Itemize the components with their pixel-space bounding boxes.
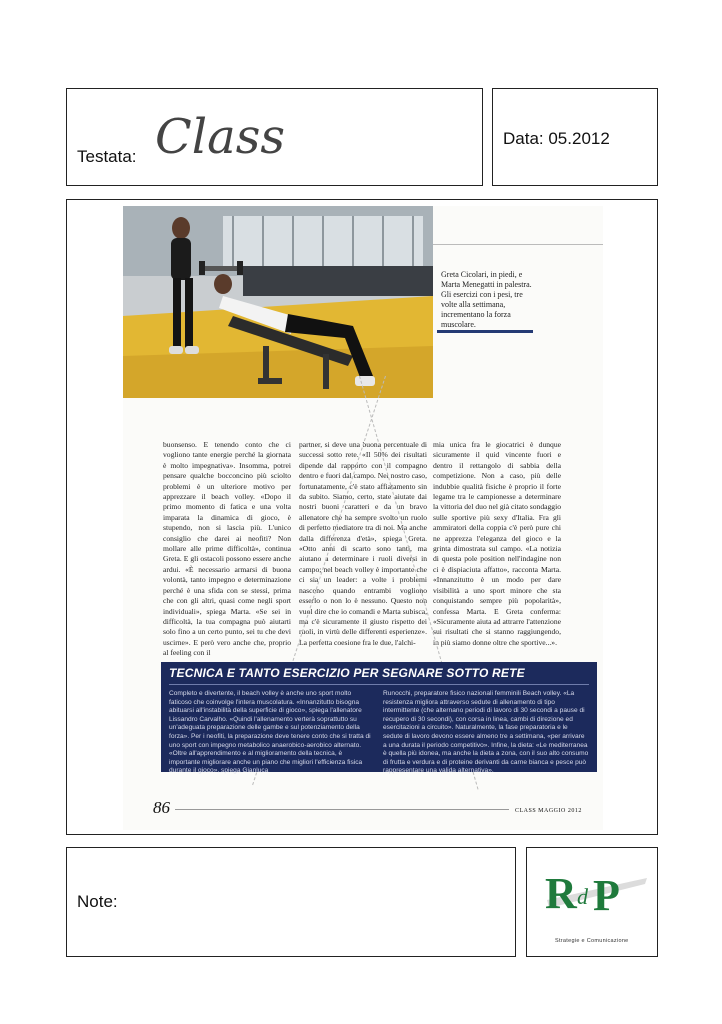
sidebar-column-2: Runocchi, preparatore fisico nazionali femminili Beach volley. «La resistenza migliora attraverso sedute di allenamento di tipo intermittente (che alternano periodi di lavoro di 30 secondi a pause di recupero di 30 secondi), con corsa in linea, cambi di direzione ed esercitazioni a circuito». Naturalmente, la fase preparatoria e le sedute di lavoro devono essere almeno tre a settimana, «per arrivare a una durata il periodo competitivo». Infine, la dieta: «Le mediterranea è quella più idonea, ma anche la dieta a zona, con il suo alto consumo di frutta e verdura e di proteine derivanti da carne bianca e pesce può rappresentare una valida alternativa». [383,690,589,775]
testata-label: Testata: [77,147,137,166]
svg-text:d: d [577,884,588,909]
article-page [123,206,603,830]
article-clipping-box [66,199,658,835]
top-rule [433,244,603,245]
header-date-box [492,88,658,186]
svg-text:R: R [545,869,577,918]
sidebar-column-1: Completo e divertente, il beach volley è anche uno sport molto faticoso che coinvolge l'intera muscolatura. «Innanzitutto bisogna abituarsi all'instabilità della superficie di gioco», spiega l'allenatore Lissandro Carvalho. «Quindi l'allenamento verterà soprattutto su un'adeguata preparazione delle gambe e sul potenziamento della forza». Per i neofiti, la preparazione deve tenere conto che si tratta di uno sport con impegno metabolico anaerobico-aerobico alternato. «Oltre all'apprendimento e al miglioramento della tecnica, è importante migliorare anche un piano che migliori l'efficienza fisica durante il gioco», spiega Gianluca [169,690,371,775]
notes-box [66,847,516,957]
date-label: Data: 05.2012 [503,129,610,148]
page-footer: CLASS MAGGIO 2012 [515,808,582,814]
header-testata-box [66,88,483,186]
photo-caption: Greta Cicolari, in piedi, e Marta Menegatti in palestra. Gli esercizi con i pesi, tre volte alla settimana, incrementano la forza muscolare. [441,270,532,329]
sidebar-rule [169,684,589,685]
page-number: 86 [153,798,170,817]
sidebar-box [161,662,597,775]
article-column-3: mia unica fra le giocatrici è dunque sicuramente il quid vincente fuori e dentro il rettangolo di sabbia della competizione. Non a caso, più delle indubbie qualità fisiche è proprio il forte legame tra le campionesse a determinare la vittoria del duo nel già citato sondaggio sulle sportive più sexy d'Italia. Fra gli ammiratori della coppia c'è però pure chi ne apprezza l'eleganza del gioco e la grinta dimostrata sul campo. «La notizia di questa pole position nell'indagine non ci è dispiaciuta affatto», racconta Marta. «Innanzitutto è un modo per dare visibilità a uno sport minore che sta conquistando sempre più popolarità», confessa Marta. E Greta conferma: «Sicuramente aiuta ad attrarre l'attenzione sui risultati che si stanno raggiungendo, in più siamo donne oltre che sportive...». [433,440,562,647]
gym-photo [123,206,433,398]
notes-label: Note: [77,892,118,911]
rdp-logo [527,848,657,938]
logo-subtitle: Strategie e Comunicazione [555,938,629,944]
caption-rule [437,330,533,333]
svg-text:P: P [593,871,620,920]
article-column-2: partner, si deve una buona percentuale di successi sotto rete. «Il 50% dei risultati dipende dal rapporto con il compagno dentro e fuori dal campo. Nel nostro caso, fortunatamente, c'è stato affiatamento sin da subito. Siamo, certo, state aiutate dai nostri buoni caratteri e da un bravo allenatore che ha sempre svolto un ruolo di perfetto mediatore tra di noi. Ma anche dalla differenza d'età», spiega Greta. «Otto anni di scarto sono tanti, ma aiutano a determinare i ruoli diversi in campo; nel beach volley è importante che ci sia un leader: a volte i problemi nascono quando entrambi vogliono esserlo o non lo è nessuno. Questo non vuol dire che io comandi e Marta subisca, ma c'è sicuramente il giusto rispetto dei ruoli, in virtù delle differenti esperienze». La perfetta coesione fra le due, l'alchi- [299,440,427,647]
testata-logo: Class [155,109,285,165]
article-column-1: buonsenso. E tenendo conto che ci vogliono tante energie perché la giornata è molto impegnativa». Insomma, potrei pensare qualche bocconcino più sciolto problemi è un ulteriore motivo per apprezzare il beach volley. «Dopo il primo momento di fatica e una volta imparata la dinamica di gioco, è stupendo, non si lascia più. L'unico consiglio che darei ai neofiti? Non mollare alle prime difficoltà», continua Greta. E gli ostacoli possono essere anche ardui. «È necessario armarsi di buona volontà, tanto impegno e determinazione perché è una sfida con se stessi, prima che con gli altri, quasi come negli sport individuali», spiega Marta. «Se sei in difficoltà, la tua compagna può aiutarti solo fino a un certo punto, sei tu che devi uscirne». E però vero anche che, proprio al feeling con il [163,440,291,658]
logo-box [526,847,658,957]
footer-rule [175,809,509,810]
sidebar-title: TECNICA E TANTO ESERCIZIO PER SEGNARE SOTTO RETE [169,666,525,680]
